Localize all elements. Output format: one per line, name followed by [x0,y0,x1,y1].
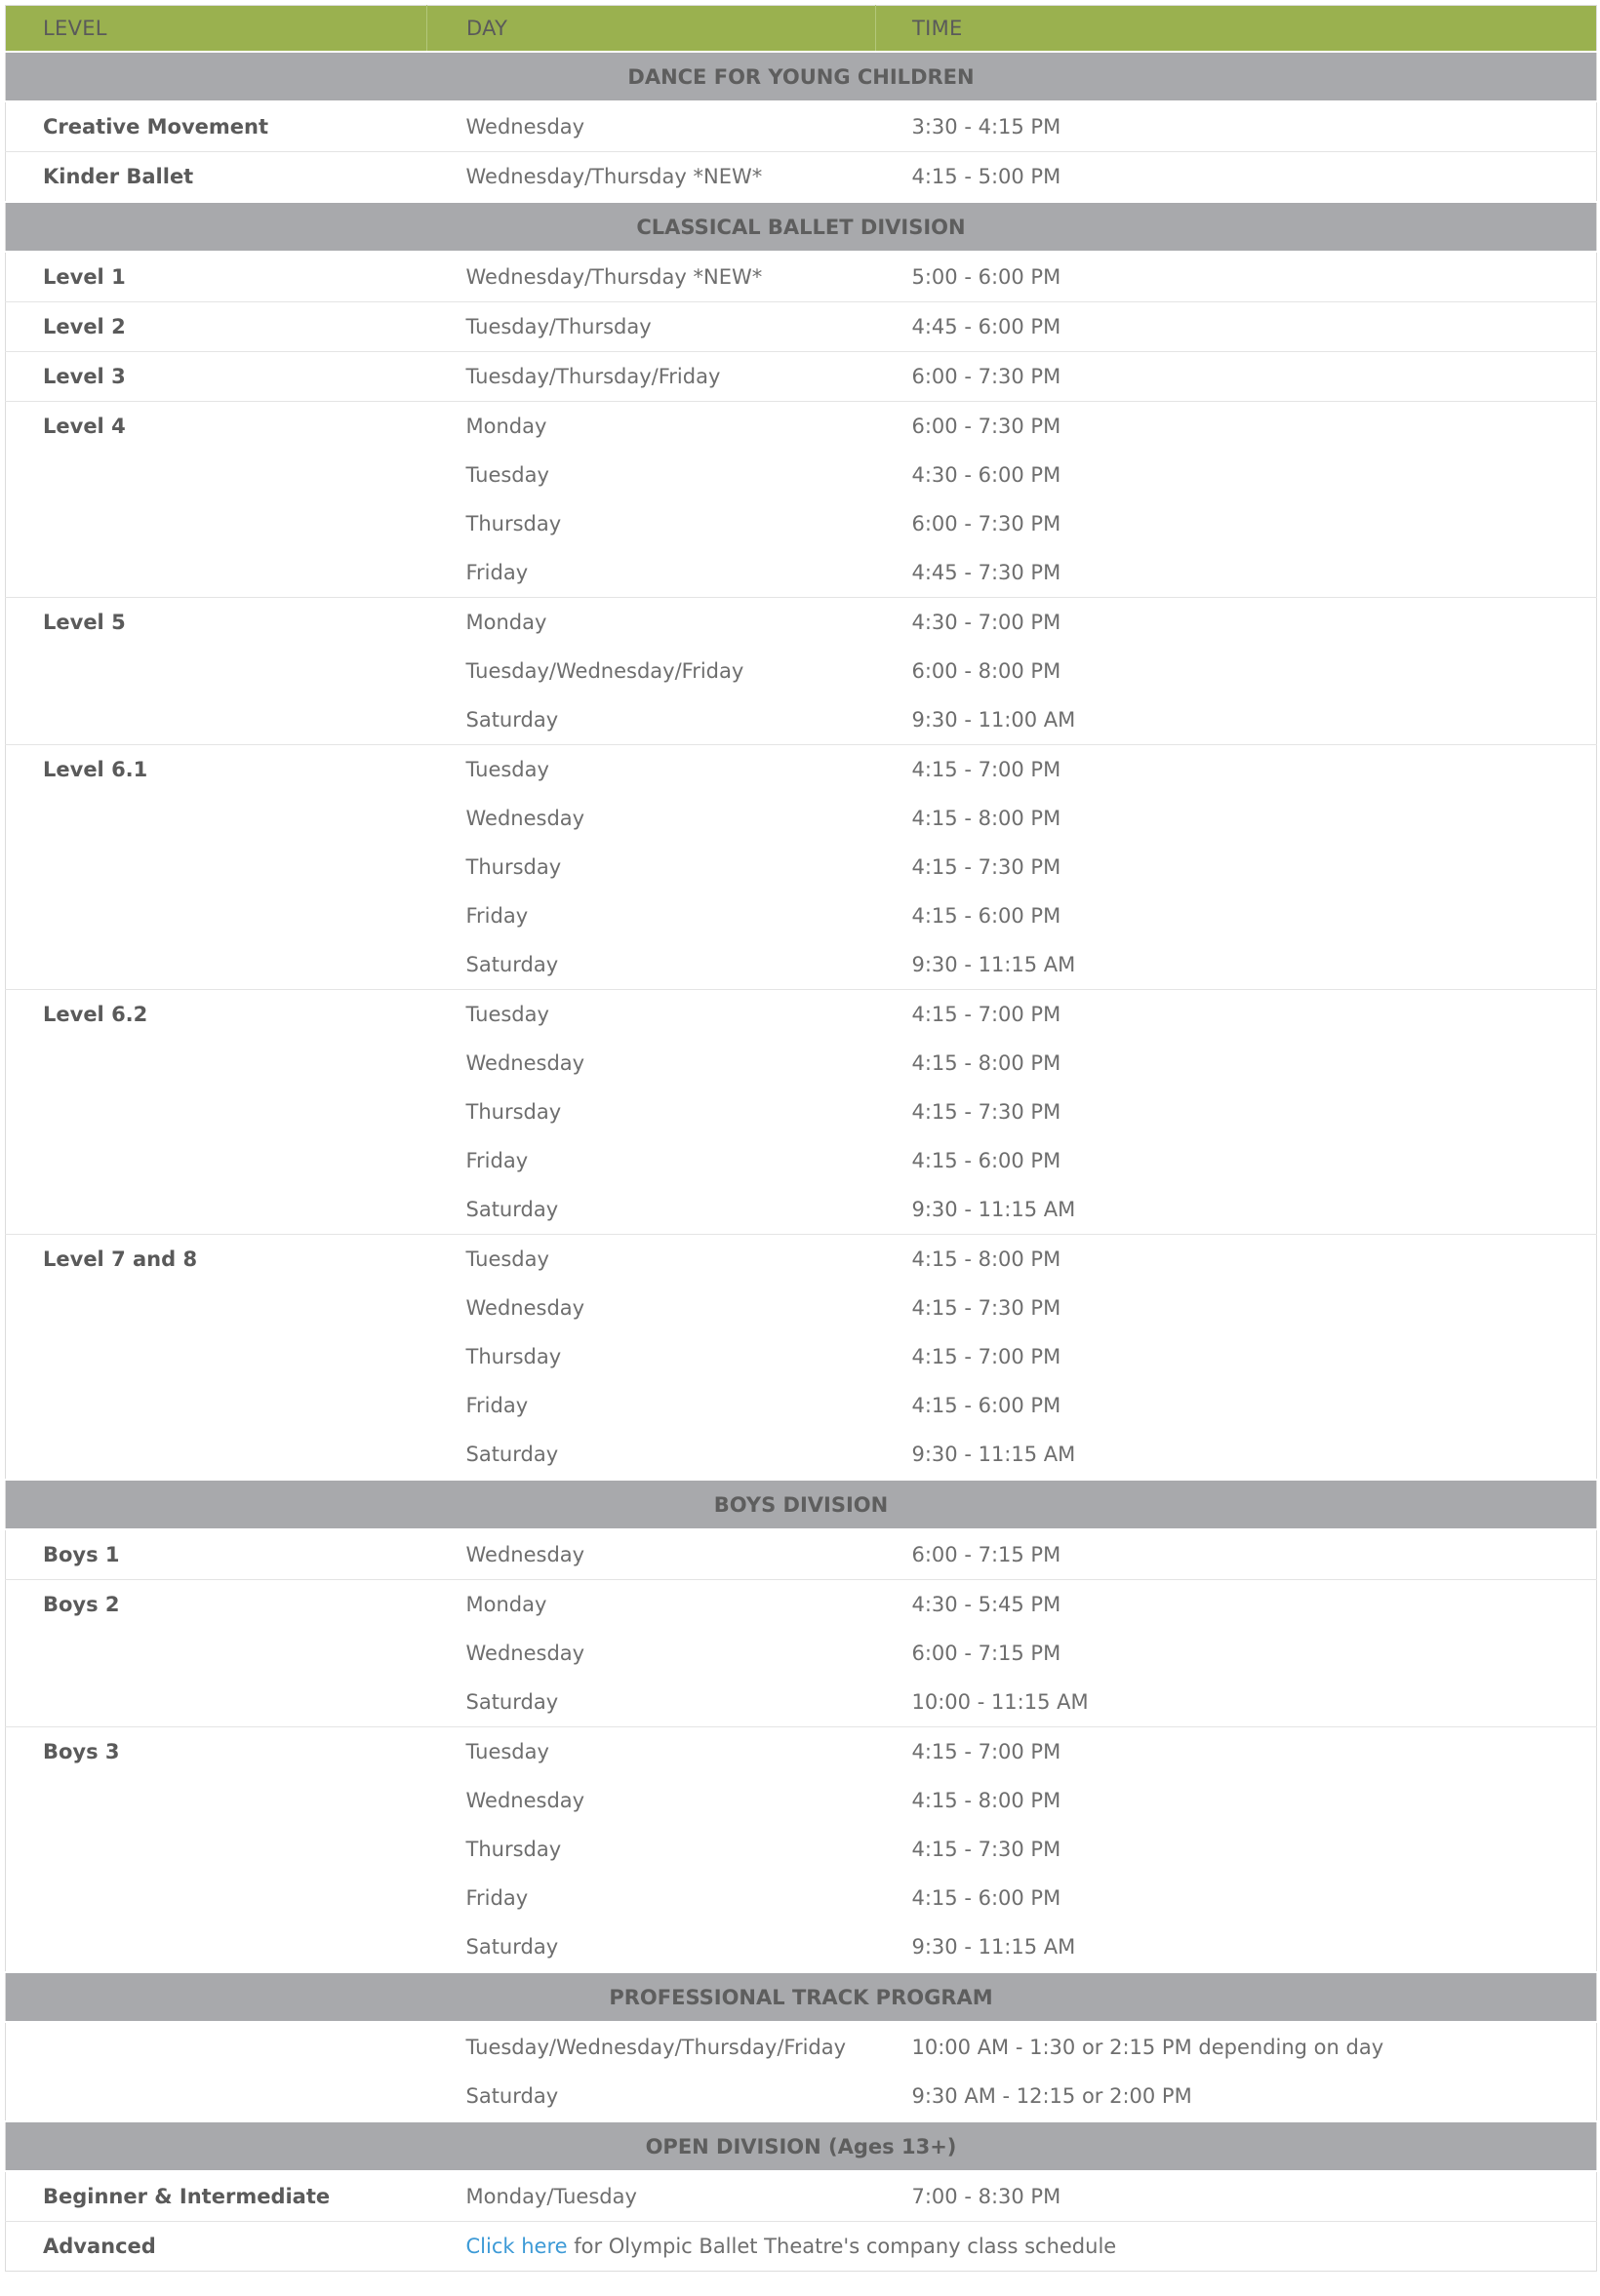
table-row [6,101,1597,152]
time-cell: 4:45 - 7:30 PM [911,561,1061,584]
day-cell: Thursday [465,855,562,879]
time-cell: 4:15 - 7:00 PM [876,990,1597,1040]
day-cell: Tuesday/Thursday [427,302,876,352]
time-cell: 4:15 - 7:00 PM [876,1727,1597,1777]
day-cell: Friday [465,1149,529,1172]
day-cell: Monday [427,402,876,452]
level-cell: Boys 1 [43,1543,120,1566]
note-text: for Olympic Ballet Theatre's company class schedule [567,2235,1117,2258]
table-row [6,402,1597,452]
day-cell: Tuesday/Wednesday/Thursday/Friday [465,2036,847,2059]
section-header-row [6,2121,1597,2171]
table-row [6,302,1597,352]
time-cell: 9:30 - 11:00 AM [911,708,1076,732]
time-cell: 4:45 - 6:00 PM [876,302,1597,352]
day-cell: Saturday [465,1443,559,1466]
time-cell: 9:30 - 11:15 AM [911,1198,1076,1221]
class-schedule-table [5,5,1597,2272]
table-row [6,352,1597,402]
day-cell: Tuesday [465,463,549,487]
time-cell: 4:15 - 7:30 PM [911,1296,1061,1320]
table-row [6,152,1597,203]
time-cell: 4:15 - 7:00 PM [876,745,1597,795]
time-cell: 4:15 - 6:00 PM [911,1149,1061,1172]
day-cell: Saturday [465,2084,559,2108]
time-cell: 4:30 - 6:00 PM [911,463,1061,487]
level-cell: Level 3 [6,352,427,402]
section-header-row [6,1480,1597,1529]
section-header-row [6,52,1597,101]
section-title: CLASSICAL BALLET DIVISION [6,202,1597,252]
note-cell [427,2222,1597,2272]
time-cell: 9:30 AM - 12:15 or 2:00 PM [911,2084,1192,2108]
table-row [6,2022,1597,2072]
day-cell: Wednesday [465,1642,585,1665]
time-cell: 4:30 - 7:00 PM [876,598,1597,648]
level-cell: Boys 2 [6,1580,427,1727]
level-cell: Level 1 [43,265,126,289]
section-title: DANCE FOR YOUNG CHILDREN [6,52,1597,101]
time-cell: 6:00 - 7:30 PM [876,352,1597,402]
time-cell: 4:15 - 6:00 PM [911,1394,1061,1417]
day-cell: Wednesday/Thursday *NEW* [465,265,763,289]
time-column-header: TIME [876,6,1597,53]
table-row [6,1580,1597,1630]
day-cell: Monday [427,1580,876,1630]
day-cell: Friday [465,904,529,928]
time-cell: 4:15 - 6:00 PM [911,1886,1061,1910]
day-cell: Wednesday [465,807,585,830]
time-cell: 4:30 - 5:45 PM [876,1580,1597,1630]
level-column-header: LEVEL [6,6,427,53]
time-cell: 4:15 - 5:00 PM [876,152,1597,203]
level-cell: Kinder Ballet [6,152,427,203]
time-cell: 4:15 - 7:30 PM [911,1838,1061,1861]
level-cell: Level 4 [6,402,427,598]
day-cell: Wednesday [465,1051,585,1075]
table-row [6,252,1597,302]
day-cell: Wednesday [465,1543,585,1566]
table-row [6,598,1597,648]
level-cell: Level 6.2 [6,990,427,1235]
day-cell: Thursday [465,1100,562,1124]
time-cell: 4:15 - 6:00 PM [911,904,1061,928]
day-cell: Tuesday [427,990,876,1040]
time-cell: 4:15 - 7:00 PM [911,1345,1061,1368]
day-cell: Tuesday [427,1235,876,1285]
day-cell: Wednesday [465,1296,585,1320]
day-cell: Tuesday [427,745,876,795]
day-cell: Tuesday/Wednesday/Friday [465,659,744,683]
section-title: BOYS DIVISION [6,1480,1597,1529]
time-cell: 4:15 - 7:30 PM [911,855,1061,879]
level-cell [6,2022,427,2121]
day-cell: Friday [465,1886,529,1910]
company-class-schedule-link[interactable]: Click here [465,2235,568,2258]
day-cell: Thursday [465,512,562,535]
time-cell: 4:15 - 7:30 PM [911,1100,1061,1124]
section-title: PROFESSIONAL TRACK PROGRAM [6,1972,1597,2022]
time-cell: 10:00 AM - 1:30 or 2:15 PM depending on day [911,2036,1384,2059]
level-cell: Level 5 [6,598,427,745]
section-title: OPEN DIVISION (Ages 13+) [6,2121,1597,2171]
day-cell: Saturday [465,1935,559,1959]
time-cell: 6:00 - 7:30 PM [911,512,1061,535]
time-cell: 3:30 - 4:15 PM [911,115,1061,139]
time-cell: 10:00 - 11:15 AM [911,1690,1089,1714]
level-cell: Beginner & Intermediate [43,2185,331,2208]
time-cell: 6:00 - 7:30 PM [876,402,1597,452]
day-cell: Wednesday [465,115,585,139]
level-cell: Level 7 and 8 [6,1235,427,1481]
day-cell: Friday [465,1394,529,1417]
level-cell: Level 2 [6,302,427,352]
time-cell: 9:30 - 11:15 AM [911,1935,1076,1959]
table-row [6,990,1597,1040]
day-cell: Saturday [465,1690,559,1714]
level-cell: Level 6.1 [6,745,427,990]
time-cell: 4:15 - 8:00 PM [911,1051,1061,1075]
time-cell: 4:15 - 8:00 PM [876,1235,1597,1285]
day-cell: Saturday [465,953,559,976]
day-cell: Monday [427,598,876,648]
time-cell: 6:00 - 8:00 PM [911,659,1061,683]
table-row [6,1529,1597,1580]
day-cell: Thursday [465,1838,562,1861]
table-row [6,2222,1597,2272]
day-cell: Tuesday [427,1727,876,1777]
day-cell: Thursday [465,1345,562,1368]
time-cell: 6:00 - 7:15 PM [911,1642,1061,1665]
time-cell: 7:00 - 8:30 PM [911,2185,1061,2208]
day-cell: Monday/Tuesday [465,2185,637,2208]
day-cell: Saturday [465,708,559,732]
time-cell: 9:30 - 11:15 AM [911,1443,1076,1466]
table-row [6,1235,1597,1285]
schedule-body [6,52,1597,2272]
level-cell: Advanced [6,2222,427,2272]
day-cell: Saturday [465,1198,559,1221]
time-cell: 5:00 - 6:00 PM [911,265,1061,289]
day-cell: Wednesday/Thursday *NEW* [427,152,876,203]
section-header-row [6,1972,1597,2022]
level-cell: Boys 3 [6,1727,427,1973]
day-cell: Friday [465,561,529,584]
time-cell: 4:15 - 8:00 PM [911,1789,1061,1812]
time-cell: 6:00 - 7:15 PM [911,1543,1061,1566]
time-cell: 4:15 - 8:00 PM [911,807,1061,830]
table-row [6,2171,1597,2222]
table-row [6,1727,1597,1777]
header-row [6,6,1597,53]
day-cell: Tuesday/Thursday/Friday [427,352,876,402]
level-cell: Creative Movement [43,115,269,139]
day-column-header: DAY [427,6,876,53]
time-cell: 9:30 - 11:15 AM [911,953,1076,976]
section-header-row [6,202,1597,252]
day-cell: Wednesday [465,1789,585,1812]
table-row [6,745,1597,795]
